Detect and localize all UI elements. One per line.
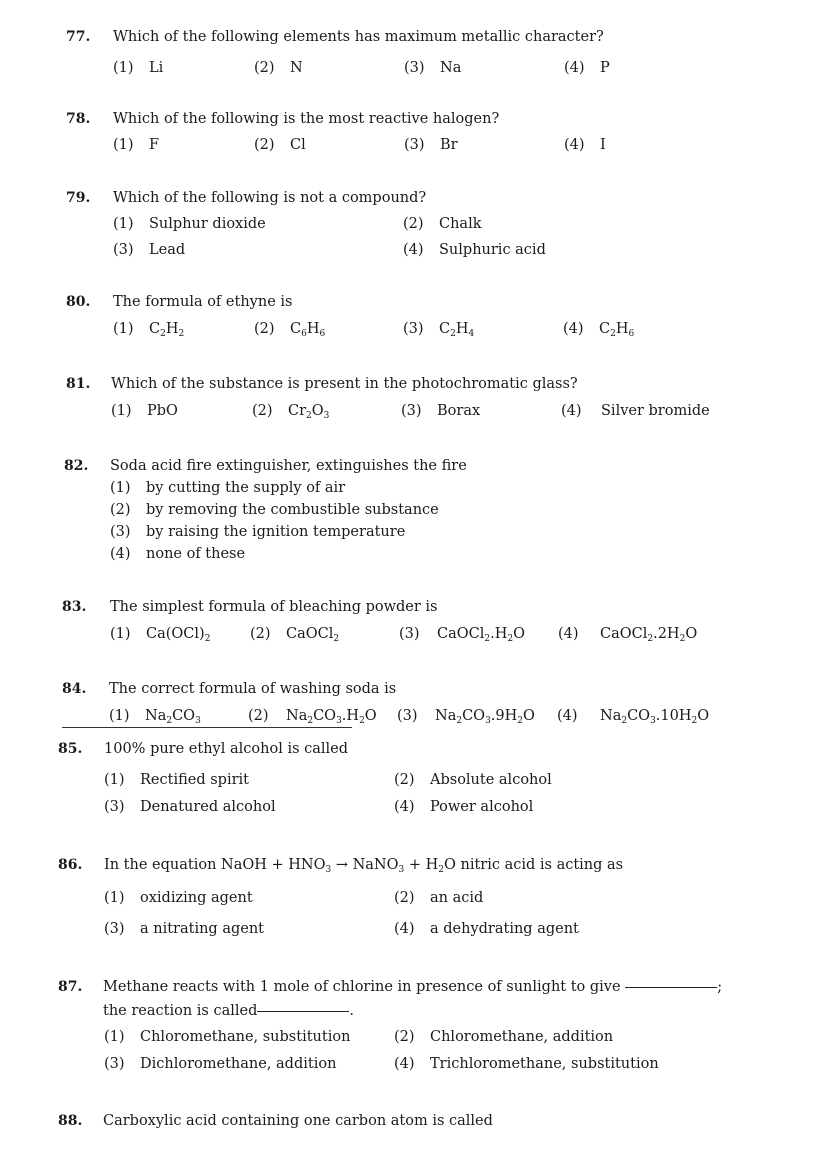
question-number: 86.: [58, 857, 83, 873]
option-3: (3) Denatured alcohol: [104, 799, 276, 815]
option-1: (1) Li: [113, 60, 164, 76]
question-77: [0, 0, 826, 46]
option-4: (4) $CaOCl_2.2H_2O$: [558, 626, 698, 644]
option-2: (2) Chalk: [403, 216, 482, 232]
option-4: (4) Power alcohol: [394, 799, 534, 815]
option-2: (2) by removing the combustible substance: [110, 502, 439, 518]
option-1: (1) oxidizing agent: [104, 890, 253, 906]
question-text: The formula of ethyne is: [113, 294, 293, 310]
option-3: (3) $Na_2CO_3.9H_2O$: [397, 708, 535, 726]
option-2: (2) N: [254, 60, 303, 76]
option-4: (4) P: [564, 60, 610, 76]
option-3: (3) by raising the ignition temperature: [110, 524, 406, 540]
option-1: (1) $C_2H_2$: [113, 321, 185, 339]
option-2: (2) $C_6H_6$: [254, 321, 326, 339]
option-2: (2) Absolute alcohol: [394, 772, 552, 788]
option-4: (4) I: [564, 137, 606, 153]
question-text: Methane reacts with 1 mole of chlorine in presence of sunlight to give ;: [103, 979, 723, 995]
option-1: (1) $Na_2CO_3$: [109, 708, 201, 726]
question-text: Which of the following elements has maximum metallic character?: [113, 29, 604, 45]
question-text: 100% pure ethyl alcohol is called: [104, 741, 349, 757]
option-4: (4) $C_2H_6$: [563, 321, 635, 339]
option-3: (3) Br: [404, 137, 458, 153]
option-1: (1) Sulphur dioxide: [113, 216, 266, 232]
option-4: (4) Silver bromide: [561, 403, 710, 419]
option-3: (3) $CaOCl_2.H_2O$: [399, 626, 525, 644]
option-4: (4) none of these: [110, 546, 246, 562]
divider-line: [62, 727, 352, 728]
question-number: 88.: [58, 1113, 83, 1129]
question-text: In the equation NaOH + $HNO_3$ → NaNO$_3$ + $H_2O$ nitric acid is acting as: [104, 857, 624, 875]
question-number: 78.: [66, 111, 91, 127]
question-text: Which of the substance is present in the photochromatic glass?: [111, 376, 578, 392]
option-2: (2) Chloromethane, addition: [394, 1029, 614, 1045]
question-text: Carboxylic acid containing one carbon atom is called: [103, 1113, 493, 1129]
question-number: 77.: [66, 29, 91, 45]
option-3: (3) Borax: [401, 403, 481, 419]
question-number: 87.: [58, 979, 83, 995]
option-1: (1) PbO: [111, 403, 178, 419]
question-number: 81.: [66, 376, 91, 392]
option-3: (3) Na: [404, 60, 462, 76]
question-number: 79.: [66, 190, 91, 206]
option-1: (1) by cutting the supply of air: [110, 480, 346, 496]
option-1: (1) Chloromethane, substitution: [104, 1029, 351, 1045]
option-1: (1) Rectified spirit: [104, 772, 249, 788]
option-3: (3) Lead: [113, 242, 186, 258]
question-number: 80.: [66, 294, 91, 310]
option-3: (3) $C_2H_4$: [403, 321, 475, 339]
question-text: Which of the following is the most reactive halogen?: [113, 111, 500, 127]
option-3: (3) Dichloromethane, addition: [104, 1056, 337, 1072]
question-number: 85.: [58, 741, 83, 757]
option-2: (2) CaOCl$_2$: [250, 626, 340, 644]
question-text: Which of the following is not a compound?: [113, 190, 427, 206]
option-4: (4) a dehydrating agent: [394, 921, 579, 937]
option-2: (2) Cl: [254, 137, 306, 153]
option-2: (2) $Na_2CO_3.H_2O$: [248, 708, 377, 726]
question-number: 84.: [62, 681, 87, 697]
question-text-continued: the reaction is called .: [103, 1003, 354, 1019]
option-4: (4) Trichloromethane, substitution: [394, 1056, 659, 1072]
question-number: 83.: [62, 599, 87, 615]
option-4: (4) $Na_2CO_3.10H_2O$: [557, 708, 710, 726]
option-2: (2) an acid: [394, 890, 484, 906]
question-text: The simplest formula of bleaching powder is: [110, 599, 438, 615]
question-number: 82.: [64, 458, 89, 474]
question-text: Soda acid fire extinguisher, extinguishes the fire: [110, 458, 467, 474]
option-1: (1) $Ca(OCl)_2$: [110, 626, 211, 644]
option-4: (4) Sulphuric acid: [403, 242, 546, 258]
question-text: The correct formula of washing soda is: [109, 681, 397, 697]
option-3: (3) a nitrating agent: [104, 921, 265, 937]
option-1: (1) F: [113, 137, 160, 153]
option-2: (2) $Cr_2O_3$: [252, 403, 330, 421]
